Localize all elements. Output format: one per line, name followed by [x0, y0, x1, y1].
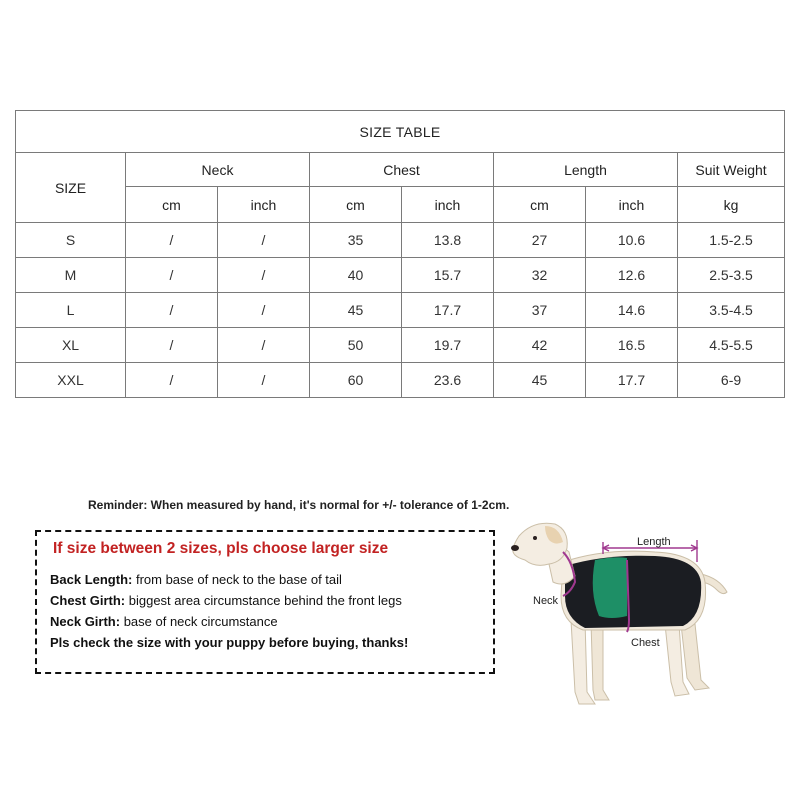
chest-inch-cell: 15.7 — [402, 258, 494, 293]
chest-inch-cell: 23.6 — [402, 363, 494, 398]
back-length-note — [50, 572, 342, 587]
length-cm-cell: 27 — [494, 223, 586, 258]
table-row — [16, 363, 785, 398]
neck-cm-cell: / — [126, 363, 218, 398]
neck-label: Neck — [533, 595, 559, 607]
neck-inch-cell: / — [218, 258, 310, 293]
weight-kg-cell: 2.5-3.5 — [678, 258, 785, 293]
length-inch-cell: 10.6 — [586, 223, 678, 258]
length-cm-cell: 42 — [494, 328, 586, 363]
dog-head — [513, 523, 568, 565]
neck-inch-cell: / — [218, 328, 310, 363]
neck-inch-cell: / — [218, 363, 310, 398]
neck-girth-label: Neck Girth: — [50, 614, 121, 629]
length-cm-cell: 37 — [494, 293, 586, 328]
dog-measurement-diagram — [505, 512, 765, 722]
neck-cm-unit: cm — [126, 187, 218, 223]
length-inch-cell: 16.5 — [586, 328, 678, 363]
size-cell: XXL — [16, 363, 126, 398]
dog-eye — [533, 536, 537, 540]
neck-inch-cell: / — [218, 293, 310, 328]
back-length-text: from base of neck to the base of tail — [132, 572, 342, 587]
chest-girth-note — [50, 593, 402, 608]
chest-cm-cell: 50 — [310, 328, 402, 363]
length-header: Length — [494, 153, 678, 187]
chest-cm-cell: 35 — [310, 223, 402, 258]
weight-kg-cell: 4.5-5.5 — [678, 328, 785, 363]
length-inch-unit: inch — [586, 187, 678, 223]
chest-inch-unit: inch — [402, 187, 494, 223]
weight-header: Suit Weight — [678, 153, 785, 187]
table-row — [16, 223, 785, 258]
chest-cm-cell: 60 — [310, 363, 402, 398]
dog-nose — [511, 545, 519, 551]
chest-label: Chest — [631, 637, 660, 649]
measurement-reminder: Reminder: When measured by hand, it's normal for +/- tolerance of 1-2cm. — [88, 498, 510, 512]
size-cell: XL — [16, 328, 126, 363]
neck-inch-cell: / — [218, 223, 310, 258]
length-inch-cell: 17.7 — [586, 363, 678, 398]
check-size-note: Pls check the size with your puppy before buying, thanks! — [50, 635, 409, 650]
dog-front-leg — [591, 622, 609, 700]
size-cell: M — [16, 258, 126, 293]
chest-inch-cell: 19.7 — [402, 328, 494, 363]
length-label: Length — [637, 536, 671, 548]
dog-vest — [565, 556, 701, 628]
chest-girth-label: Chest Girth: — [50, 593, 126, 608]
chest-inch-cell: 13.8 — [402, 223, 494, 258]
chest-cm-cell: 40 — [310, 258, 402, 293]
table-row — [16, 258, 785, 293]
length-cm-unit: cm — [494, 187, 586, 223]
length-cm-cell: 32 — [494, 258, 586, 293]
neck-girth-note — [50, 614, 278, 629]
neck-inch-unit: inch — [218, 187, 310, 223]
length-cm-cell: 45 — [494, 363, 586, 398]
weight-kg-cell: 6-9 — [678, 363, 785, 398]
size-cell: S — [16, 223, 126, 258]
size-cell: L — [16, 293, 126, 328]
chest-cm-unit: cm — [310, 187, 402, 223]
table-row — [16, 328, 785, 363]
size-header: SIZE — [16, 153, 126, 223]
measurement-info-box — [35, 530, 495, 674]
neck-cm-cell: / — [126, 328, 218, 363]
size-table — [15, 110, 785, 398]
table-title: SIZE TABLE — [16, 111, 785, 153]
weight-kg-cell: 1.5-2.5 — [678, 223, 785, 258]
chest-inch-cell: 17.7 — [402, 293, 494, 328]
back-length-label: Back Length: — [50, 572, 133, 587]
dog-vest-panel — [593, 557, 627, 618]
dog-hind-leg — [681, 624, 709, 690]
neck-cm-cell: / — [126, 258, 218, 293]
length-inch-cell: 14.6 — [586, 293, 678, 328]
length-inch-cell: 12.6 — [586, 258, 678, 293]
chest-cm-cell: 45 — [310, 293, 402, 328]
neck-cm-cell: / — [126, 223, 218, 258]
table-row — [16, 293, 785, 328]
weight-kg-unit: kg — [678, 187, 785, 223]
neck-header: Neck — [126, 153, 310, 187]
weight-kg-cell: 3.5-4.5 — [678, 293, 785, 328]
chest-header: Chest — [310, 153, 494, 187]
chest-girth-text: biggest area circumstance behind the front legs — [125, 593, 402, 608]
neck-girth-text: base of neck circumstance — [120, 614, 278, 629]
size-notice: If size between 2 sizes, pls choose larger size — [53, 540, 389, 557]
neck-cm-cell: / — [126, 293, 218, 328]
